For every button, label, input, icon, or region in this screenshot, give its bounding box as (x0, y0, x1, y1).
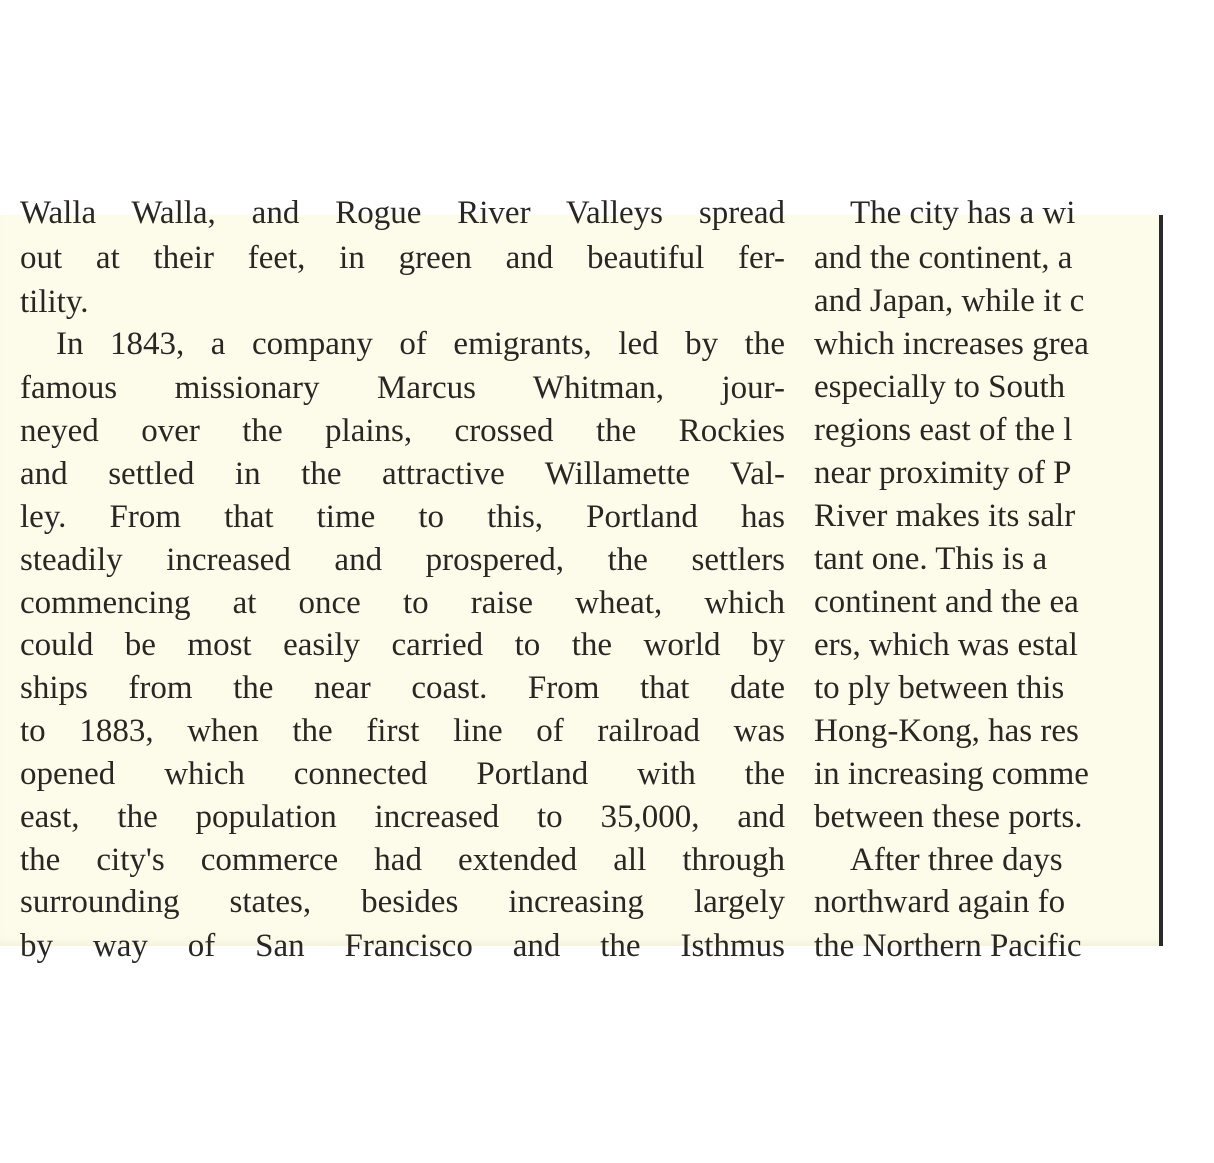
text-line: tility. (20, 284, 89, 320)
text-line: tant one. This is a (814, 541, 1048, 577)
text-line: especially to South (814, 369, 1066, 405)
text-line: River makes its salr (814, 498, 1076, 534)
text-line: ships from the near coast. From that date (20, 670, 785, 706)
text-line: could be most easily carried to the world by (20, 627, 785, 663)
text-line: the city's commerce had extended all through (20, 842, 785, 878)
text-line: to 1883, when the first line of railroad was (20, 713, 785, 749)
text-line: After three days (850, 842, 1063, 878)
text-line: which increases grea (814, 326, 1089, 362)
scanned-page (0, 195, 1163, 964)
text-line: Walla Walla, and Rogue River Valleys spread (20, 195, 785, 231)
text-line: opened which connected Portland with the (20, 756, 785, 792)
text-line: Hong-Kong, has res (814, 713, 1079, 749)
text-line: and Japan, while it c (814, 283, 1085, 319)
text-line: The city has a wi (850, 195, 1076, 231)
text-line: and the continent, a (814, 240, 1073, 276)
text-line: ley. From that time to this, Portland has (20, 499, 785, 535)
text-line: neyed over the plains, crossed the Rockies (20, 413, 785, 449)
text-line: ers, which was estal (814, 627, 1078, 663)
text-line: In 1843, a company of emigrants, led by the (56, 326, 785, 362)
text-line: steadily increased and prospered, the settlers (20, 542, 785, 578)
text-line: east, the population increased to 35,000, and (20, 799, 785, 835)
text-line: famous missionary Marcus Whitman, jour- (20, 370, 785, 406)
text-line: surrounding states, besides increasing largely (20, 884, 785, 920)
text-line: northward again fo (814, 884, 1066, 920)
text-line: the Northern Pacific (814, 928, 1082, 964)
text-line: regions east of the l (814, 412, 1073, 448)
text-line: continent and the ea (814, 584, 1079, 620)
text-line: between these ports. (814, 799, 1083, 835)
text-line: and settled in the attractive Willamette Val- (20, 456, 785, 492)
text-line: by way of San Francisco and the Isthmus (20, 928, 785, 964)
page-edge (1159, 215, 1163, 946)
text-line: out at their feet, in green and beautiful fer- (20, 240, 785, 276)
text-line: commencing at once to raise wheat, which (20, 585, 785, 621)
text-line: to ply between this (814, 670, 1065, 706)
text-line: near proximity of P (814, 455, 1072, 491)
text-line: in increasing comme (814, 756, 1089, 792)
